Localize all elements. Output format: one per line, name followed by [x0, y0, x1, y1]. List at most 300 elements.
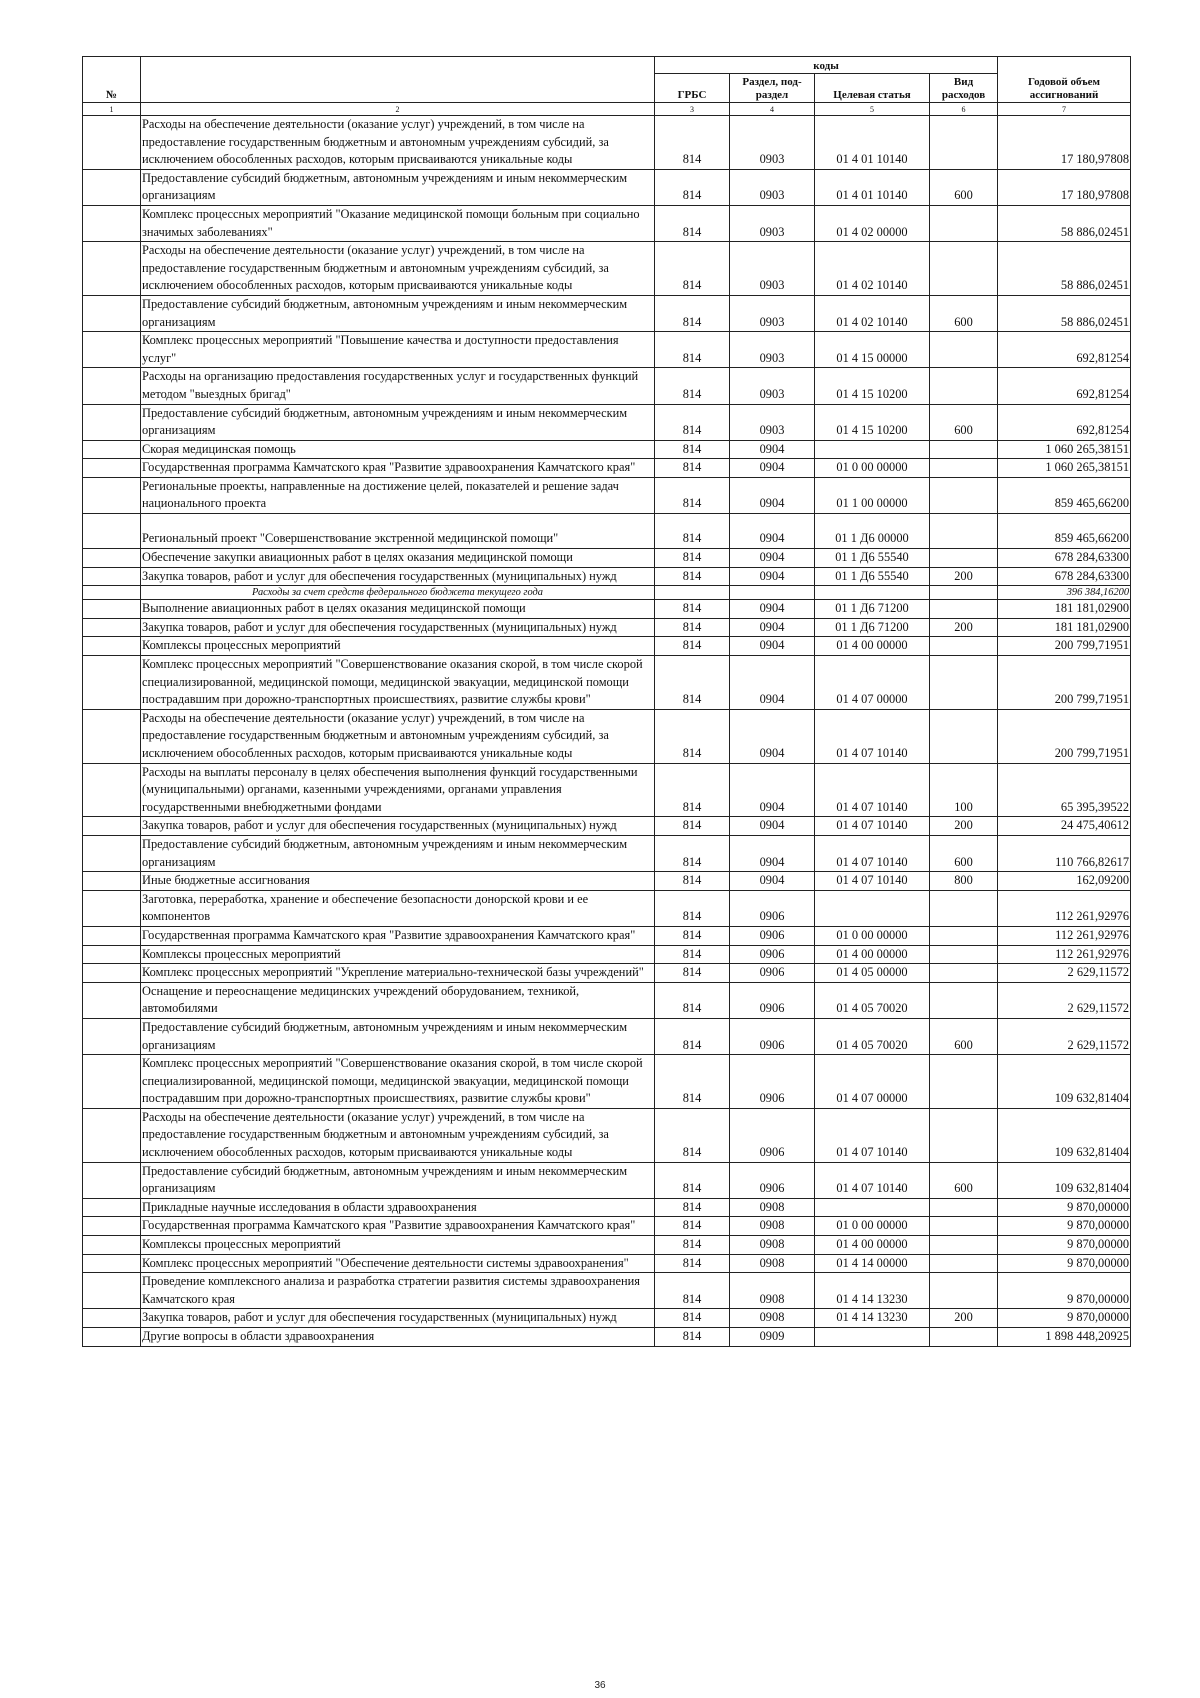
- cell-name: Комплекс процессных мероприятий "Оказание медицинской помощи больным при социально значимых заболеваниях": [141, 205, 655, 241]
- cell-vid: [930, 656, 998, 710]
- cell-num: [83, 404, 141, 440]
- cell-amount: 162,09200: [998, 872, 1131, 891]
- cell-name: Скорая медицинская помощь: [141, 440, 655, 459]
- cell-target: [815, 586, 930, 600]
- cell-target: 01 4 14 13230: [815, 1309, 930, 1328]
- cell-name: Закупка товаров, работ и услуг для обеспечения государственных (муниципальных) нужд: [141, 567, 655, 586]
- cell-amount: 181 181,02900: [998, 600, 1131, 619]
- cell-section: 0903: [730, 295, 815, 331]
- table-row: [83, 945, 1131, 964]
- cell-num: [83, 1217, 141, 1236]
- table-row: [83, 964, 1131, 983]
- cell-amount: 110 766,82617: [998, 835, 1131, 871]
- cell-target: 01 4 02 00000: [815, 205, 930, 241]
- cell-name: Расходы на организацию предоставления государственных услуг и государственных функций методом "выездных бригад": [141, 368, 655, 404]
- cell-num: [83, 477, 141, 513]
- cell-name: Государственная программа Камчатского края "Развитие здравоохранения Камчатского края": [141, 1217, 655, 1236]
- cell-grbs: 814: [655, 1254, 730, 1273]
- table-row: [83, 1254, 1131, 1273]
- cell-num: [83, 618, 141, 637]
- cell-num: [83, 817, 141, 836]
- cell-target: [815, 440, 930, 459]
- cell-section: 0904: [730, 763, 815, 817]
- cell-vid: [930, 709, 998, 763]
- cell-num: [83, 1254, 141, 1273]
- cell-grbs: 814: [655, 1309, 730, 1328]
- cell-name: Прикладные научные исследования в области здравоохранения: [141, 1198, 655, 1217]
- cell-num: [83, 586, 141, 600]
- cell-grbs: 814: [655, 926, 730, 945]
- cell-vid: 600: [930, 169, 998, 205]
- cell-section: 0903: [730, 205, 815, 241]
- cell-num: [83, 982, 141, 1018]
- cell-num: [83, 1236, 141, 1255]
- cell-amount: 9 870,00000: [998, 1198, 1131, 1217]
- cell-target: 01 4 15 00000: [815, 332, 930, 368]
- cell-target: 01 1 Д6 71200: [815, 600, 930, 619]
- cell-vid: [930, 1108, 998, 1162]
- cell-grbs: 814: [655, 332, 730, 368]
- cell-amount: 2 629,11572: [998, 964, 1131, 983]
- cell-num: [83, 709, 141, 763]
- cell-grbs: 814: [655, 477, 730, 513]
- table-row: [83, 1309, 1131, 1328]
- cell-num: [83, 1328, 141, 1347]
- cell-amount: 58 886,02451: [998, 205, 1131, 241]
- cell-grbs: 814: [655, 1217, 730, 1236]
- cell-amount: 200 799,71951: [998, 709, 1131, 763]
- cell-vid: [930, 477, 998, 513]
- cell-num: [83, 116, 141, 170]
- cell-vid: [930, 368, 998, 404]
- cell-grbs: 814: [655, 1018, 730, 1054]
- cell-target: 01 4 07 10140: [815, 817, 930, 836]
- cell-num: [83, 295, 141, 331]
- cell-grbs: 814: [655, 514, 730, 549]
- cell-target: 01 4 15 10200: [815, 404, 930, 440]
- cell-grbs: 814: [655, 872, 730, 891]
- cell-target: 01 0 00 00000: [815, 1217, 930, 1236]
- cell-vid: [930, 1273, 998, 1309]
- cell-amount: 2 629,11572: [998, 982, 1131, 1018]
- cell-amount: 692,81254: [998, 368, 1131, 404]
- table-row: [83, 205, 1131, 241]
- cell-section: 0903: [730, 368, 815, 404]
- cell-amount: 200 799,71951: [998, 637, 1131, 656]
- cell-grbs: 814: [655, 1273, 730, 1309]
- cell-vid: 600: [930, 1018, 998, 1054]
- cell-name: Другие вопросы в области здравоохранения: [141, 1328, 655, 1347]
- cell-name: Закупка товаров, работ и услуг для обеспечения государственных (муниципальных) нужд: [141, 817, 655, 836]
- cell-section: 0904: [730, 618, 815, 637]
- cell-num: [83, 567, 141, 586]
- cell-vid: 600: [930, 404, 998, 440]
- cell-amount: 9 870,00000: [998, 1309, 1131, 1328]
- cell-name: Предоставление субсидий бюджетным, автономным учреждениям и иным некоммерческим организациям: [141, 835, 655, 871]
- cell-name: Региональный проект "Совершенствование экстренной медицинской помощи": [141, 514, 655, 549]
- cell-vid: [930, 964, 998, 983]
- cell-target: 01 4 07 00000: [815, 1055, 930, 1109]
- cell-num: [83, 332, 141, 368]
- cell-name: Комплекс процессных мероприятий "Укрепление материально-технической базы учреждений": [141, 964, 655, 983]
- cell-name: Проведение комплексного анализа и разработка стратегии развития системы здравоохранения Камчатского края: [141, 1273, 655, 1309]
- cell-vid: 600: [930, 1162, 998, 1198]
- cell-num: [83, 169, 141, 205]
- cell-target: 01 4 00 00000: [815, 945, 930, 964]
- col-number: 3: [655, 103, 730, 116]
- table-row: [83, 600, 1131, 619]
- cell-amount: 692,81254: [998, 332, 1131, 368]
- cell-name: Расходы за счет средств федерального бюджета текущего года: [141, 586, 655, 600]
- cell-vid: 200: [930, 567, 998, 586]
- cell-vid: [930, 205, 998, 241]
- cell-grbs: 814: [655, 567, 730, 586]
- cell-name: Предоставление субсидий бюджетным, автономным учреждениям и иным некоммерческим организациям: [141, 1018, 655, 1054]
- cell-target: 01 4 07 10140: [815, 835, 930, 871]
- cell-amount: 181 181,02900: [998, 618, 1131, 637]
- cell-grbs: 814: [655, 116, 730, 170]
- cell-grbs: 814: [655, 295, 730, 331]
- cell-grbs: 814: [655, 1198, 730, 1217]
- cell-num: [83, 1108, 141, 1162]
- cell-section: 0903: [730, 169, 815, 205]
- cell-section: 0904: [730, 600, 815, 619]
- cell-section: 0908: [730, 1217, 815, 1236]
- cell-vid: [930, 926, 998, 945]
- cell-vid: 600: [930, 295, 998, 331]
- cell-grbs: 814: [655, 709, 730, 763]
- cell-num: [83, 926, 141, 945]
- cell-amount: 396 384,16200: [998, 586, 1131, 600]
- cell-section: 0904: [730, 817, 815, 836]
- cell-name: Предоставление субсидий бюджетным, автономным учреждениям и иным некоммерческим организациям: [141, 1162, 655, 1198]
- cell-section: 0903: [730, 242, 815, 296]
- cell-section: [730, 586, 815, 600]
- table-row: [83, 1162, 1131, 1198]
- cell-section: 0904: [730, 549, 815, 568]
- cell-vid: [930, 600, 998, 619]
- cell-num: [83, 368, 141, 404]
- cell-name: Комплексы процессных мероприятий: [141, 1236, 655, 1255]
- cell-target: 01 4 05 70020: [815, 1018, 930, 1054]
- cell-name: Комплекс процессных мероприятий "Повышение качества и доступности предоставления услуг": [141, 332, 655, 368]
- cell-target: [815, 1328, 930, 1347]
- cell-target: [815, 1198, 930, 1217]
- cell-amount: 859 465,66200: [998, 477, 1131, 513]
- cell-grbs: 814: [655, 205, 730, 241]
- cell-vid: [930, 1254, 998, 1273]
- col-number: 5: [815, 103, 930, 116]
- cell-name: Предоставление субсидий бюджетным, автономным учреждениям и иным некоммерческим организациям: [141, 295, 655, 331]
- cell-vid: [930, 1328, 998, 1347]
- cell-target: 01 4 15 10200: [815, 368, 930, 404]
- cell-num: [83, 763, 141, 817]
- cell-num: [83, 872, 141, 891]
- cell-vid: [930, 890, 998, 926]
- cell-vid: 100: [930, 763, 998, 817]
- cell-target: 01 4 07 10140: [815, 872, 930, 891]
- cell-grbs: 814: [655, 637, 730, 656]
- table-header: [83, 57, 1131, 116]
- cell-grbs: 814: [655, 1328, 730, 1347]
- cell-grbs: 814: [655, 1108, 730, 1162]
- cell-num: [83, 514, 141, 549]
- cell-amount: 859 465,66200: [998, 514, 1131, 549]
- cell-section: 0906: [730, 1055, 815, 1109]
- cell-vid: [930, 514, 998, 549]
- cell-section: 0904: [730, 835, 815, 871]
- cell-section: 0904: [730, 656, 815, 710]
- table-row: [83, 1055, 1131, 1109]
- cell-amount: 58 886,02451: [998, 242, 1131, 296]
- cell-amount: 109 632,81404: [998, 1108, 1131, 1162]
- cell-amount: 112 261,92976: [998, 926, 1131, 945]
- cell-section: 0906: [730, 890, 815, 926]
- cell-num: [83, 549, 141, 568]
- header-vid: Вид расходов: [930, 74, 998, 103]
- cell-name: Расходы на обеспечение деятельности (оказание услуг) учреждений, в том числе на предоставление государственным бюджетным и автономным учреждениям субсидий, за исключением обособленных расходов, которым присваиваются уникальные коды: [141, 116, 655, 170]
- cell-grbs: 814: [655, 890, 730, 926]
- cell-num: [83, 242, 141, 296]
- cell-num: [83, 637, 141, 656]
- cell-name: Иные бюджетные ассигнования: [141, 872, 655, 891]
- table-row: [83, 835, 1131, 871]
- table-row: [83, 926, 1131, 945]
- cell-num: [83, 1309, 141, 1328]
- cell-num: [83, 459, 141, 478]
- header-codes: коды: [655, 57, 998, 74]
- cell-grbs: 814: [655, 763, 730, 817]
- cell-section: 0908: [730, 1254, 815, 1273]
- table-row: [83, 618, 1131, 637]
- cell-target: 01 4 14 13230: [815, 1273, 930, 1309]
- table-row: [83, 549, 1131, 568]
- cell-section: 0904: [730, 459, 815, 478]
- cell-name: Оснащение и переоснащение медицинских учреждений оборудованием, техникой, автомобилями: [141, 982, 655, 1018]
- cell-target: 01 4 01 10140: [815, 116, 930, 170]
- cell-name: Предоставление субсидий бюджетным, автономным учреждениям и иным некоммерческим организациям: [141, 404, 655, 440]
- note-row: [83, 586, 1131, 600]
- table-row: [83, 567, 1131, 586]
- header-num: №: [83, 57, 141, 103]
- header-section: Раздел, под-раздел: [730, 74, 815, 103]
- table-row: [83, 514, 1131, 549]
- cell-target: 01 4 00 00000: [815, 637, 930, 656]
- budget-table: [82, 56, 1131, 1347]
- cell-grbs: 814: [655, 656, 730, 710]
- table-row: [83, 1328, 1131, 1347]
- cell-vid: [930, 982, 998, 1018]
- cell-grbs: 814: [655, 835, 730, 871]
- cell-section: 0904: [730, 567, 815, 586]
- table-row: [83, 982, 1131, 1018]
- cell-section: 0903: [730, 404, 815, 440]
- cell-vid: [930, 637, 998, 656]
- cell-name: Расходы на выплаты персоналу в целях обеспечения выполнения функций государственными (муниципальными) органами, казенными учреждениями, органами управления государственными внебюджетными фондами: [141, 763, 655, 817]
- cell-section: 0904: [730, 872, 815, 891]
- cell-vid: [930, 116, 998, 170]
- table-body: [83, 116, 1131, 1347]
- cell-amount: 692,81254: [998, 404, 1131, 440]
- cell-num: [83, 1018, 141, 1054]
- header-target: Целевая статья: [815, 74, 930, 103]
- cell-section: 0908: [730, 1198, 815, 1217]
- table-row: [83, 872, 1131, 891]
- cell-name: Расходы на обеспечение деятельности (оказание услуг) учреждений, в том числе на предоставление государственным бюджетным и автономным учреждениям субсидий, за исключением обособленных расходов, которым присваиваются уникальные коды: [141, 1108, 655, 1162]
- cell-name: Обеспечение закупки авиационных работ в целях оказания медицинской помощи: [141, 549, 655, 568]
- cell-grbs: 814: [655, 440, 730, 459]
- table-row: [83, 440, 1131, 459]
- cell-num: [83, 440, 141, 459]
- cell-target: [815, 890, 930, 926]
- cell-section: 0906: [730, 964, 815, 983]
- cell-target: 01 4 07 10140: [815, 709, 930, 763]
- cell-grbs: 814: [655, 817, 730, 836]
- cell-name: Государственная программа Камчатского края "Развитие здравоохранения Камчатского края": [141, 926, 655, 945]
- cell-grbs: 814: [655, 549, 730, 568]
- cell-num: [83, 205, 141, 241]
- cell-amount: 58 886,02451: [998, 295, 1131, 331]
- header-annual: Годовой объем ассигнований: [998, 57, 1131, 103]
- table-row: [83, 1273, 1131, 1309]
- col-number: 7: [998, 103, 1131, 116]
- cell-target: 01 4 07 10140: [815, 1108, 930, 1162]
- cell-target: 01 4 05 70020: [815, 982, 930, 1018]
- cell-amount: 678 284,63300: [998, 567, 1131, 586]
- cell-grbs: 814: [655, 964, 730, 983]
- cell-target: 01 1 Д6 71200: [815, 618, 930, 637]
- table-row: [83, 709, 1131, 763]
- cell-target: 01 4 02 10140: [815, 242, 930, 296]
- cell-num: [83, 656, 141, 710]
- table-row: [83, 368, 1131, 404]
- cell-grbs: 814: [655, 1162, 730, 1198]
- cell-grbs: 814: [655, 404, 730, 440]
- cell-target: 01 1 Д6 00000: [815, 514, 930, 549]
- cell-target: 01 4 05 00000: [815, 964, 930, 983]
- cell-section: 0906: [730, 1018, 815, 1054]
- cell-grbs: 814: [655, 459, 730, 478]
- cell-vid: 800: [930, 872, 998, 891]
- cell-target: 01 1 00 00000: [815, 477, 930, 513]
- cell-amount: 112 261,92976: [998, 890, 1131, 926]
- cell-section: 0903: [730, 332, 815, 368]
- cell-amount: 109 632,81404: [998, 1055, 1131, 1109]
- cell-target: 01 4 02 10140: [815, 295, 930, 331]
- cell-section: 0904: [730, 514, 815, 549]
- cell-section: 0904: [730, 440, 815, 459]
- cell-name: Закупка товаров, работ и услуг для обеспечения государственных (муниципальных) нужд: [141, 1309, 655, 1328]
- cell-name: Комплекс процессных мероприятий "Обеспечение деятельности системы здравоохранения": [141, 1254, 655, 1273]
- table-row: [83, 1108, 1131, 1162]
- cell-section: 0906: [730, 945, 815, 964]
- cell-name: Комплекс процессных мероприятий "Совершенствование оказания скорой, в том числе скорой специализированной, медицинской помощи, медицинской эвакуации, медицинской помощи пострадавшим при дорожно-транспортных происшествиях, развитие службы крови": [141, 1055, 655, 1109]
- cell-vid: [930, 332, 998, 368]
- table-row: [83, 763, 1131, 817]
- header-name-blank: [141, 57, 655, 103]
- cell-amount: 678 284,63300: [998, 549, 1131, 568]
- cell-target: 01 4 07 10140: [815, 763, 930, 817]
- cell-grbs: 814: [655, 982, 730, 1018]
- cell-num: [83, 600, 141, 619]
- cell-section: 0906: [730, 1162, 815, 1198]
- cell-name: Комплексы процессных мероприятий: [141, 945, 655, 964]
- cell-grbs: 814: [655, 242, 730, 296]
- cell-amount: 65 395,39522: [998, 763, 1131, 817]
- cell-section: 0908: [730, 1236, 815, 1255]
- cell-target: 01 4 01 10140: [815, 169, 930, 205]
- cell-amount: 200 799,71951: [998, 656, 1131, 710]
- table-row: [83, 1198, 1131, 1217]
- cell-name: Заготовка, переработка, хранение и обеспечение безопасности донорской крови и ее компонентов: [141, 890, 655, 926]
- cell-name: Расходы на обеспечение деятельности (оказание услуг) учреждений, в том числе на предоставление государственным бюджетным и автономным учреждениям субсидий, за исключением обособленных расходов, которым присваиваются уникальные коды: [141, 709, 655, 763]
- cell-name: Расходы на обеспечение деятельности (оказание услуг) учреждений, в том числе на предоставление государственным бюджетным и автономным учреждениям субсидий, за исключением обособленных расходов, которым присваиваются уникальные коды: [141, 242, 655, 296]
- cell-num: [83, 964, 141, 983]
- table-row: [83, 817, 1131, 836]
- cell-grbs: [655, 586, 730, 600]
- cell-num: [83, 1055, 141, 1109]
- table-row: [83, 332, 1131, 368]
- cell-vid: [930, 1198, 998, 1217]
- cell-amount: 1 060 265,38151: [998, 459, 1131, 478]
- cell-vid: [930, 242, 998, 296]
- table-row: [83, 1236, 1131, 1255]
- col-number: 4: [730, 103, 815, 116]
- cell-vid: [930, 1217, 998, 1236]
- cell-amount: 109 632,81404: [998, 1162, 1131, 1198]
- table-row: [83, 890, 1131, 926]
- cell-amount: 9 870,00000: [998, 1236, 1131, 1255]
- cell-vid: 200: [930, 618, 998, 637]
- cell-target: 01 1 Д6 55540: [815, 549, 930, 568]
- cell-section: 0903: [730, 116, 815, 170]
- cell-num: [83, 1273, 141, 1309]
- col-number: 1: [83, 103, 141, 116]
- cell-vid: [930, 945, 998, 964]
- cell-target: 01 1 Д6 55540: [815, 567, 930, 586]
- cell-target: 01 0 00 00000: [815, 459, 930, 478]
- cell-grbs: 814: [655, 1055, 730, 1109]
- cell-grbs: 814: [655, 618, 730, 637]
- table-row: [83, 1217, 1131, 1236]
- cell-amount: 1 060 265,38151: [998, 440, 1131, 459]
- cell-amount: 2 629,11572: [998, 1018, 1131, 1054]
- cell-name: Закупка товаров, работ и услуг для обеспечения государственных (муниципальных) нужд: [141, 618, 655, 637]
- cell-target: 01 4 07 10140: [815, 1162, 930, 1198]
- cell-amount: 112 261,92976: [998, 945, 1131, 964]
- cell-vid: [930, 1236, 998, 1255]
- cell-amount: 24 475,40612: [998, 817, 1131, 836]
- cell-vid: [930, 586, 998, 600]
- cell-grbs: 814: [655, 169, 730, 205]
- cell-target: 01 4 07 00000: [815, 656, 930, 710]
- cell-name: Государственная программа Камчатского края "Развитие здравоохранения Камчатского края": [141, 459, 655, 478]
- header-grbs: ГРБС: [655, 74, 730, 103]
- cell-name: Комплексы процессных мероприятий: [141, 637, 655, 656]
- cell-section: 0904: [730, 709, 815, 763]
- table-row: [83, 656, 1131, 710]
- cell-section: 0908: [730, 1309, 815, 1328]
- table-row: [83, 477, 1131, 513]
- cell-amount: 17 180,97808: [998, 116, 1131, 170]
- cell-section: 0908: [730, 1273, 815, 1309]
- cell-num: [83, 890, 141, 926]
- table-row: [83, 169, 1131, 205]
- cell-section: 0906: [730, 1108, 815, 1162]
- table-row: [83, 459, 1131, 478]
- cell-grbs: 814: [655, 368, 730, 404]
- cell-num: [83, 1198, 141, 1217]
